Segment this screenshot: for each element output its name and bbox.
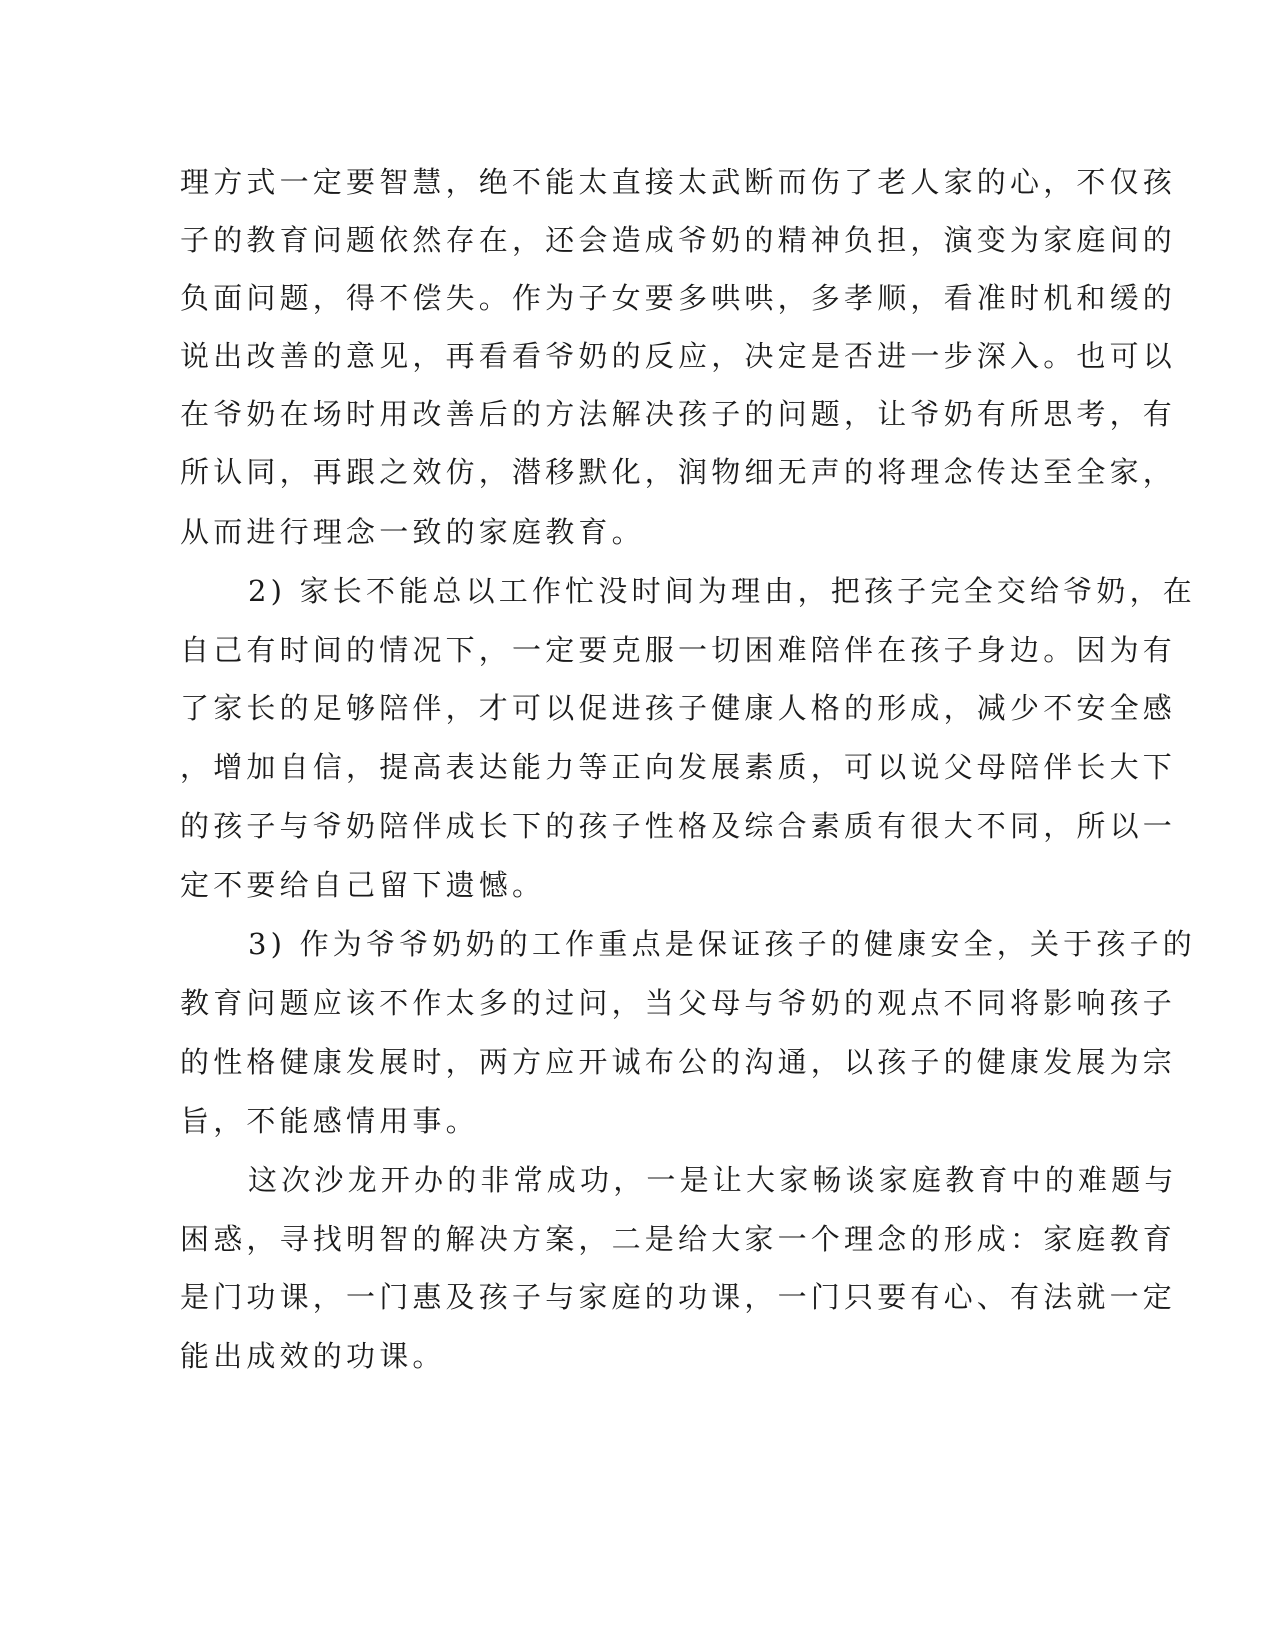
text-line: 的孩子与爷奶陪伴成长下的孩子性格及综合素质有很大不同，所以一 [180, 809, 1177, 843]
text-line: 的性格健康发展时，两方应开诚布公的沟通，以孩子的健康发展为宗 [180, 1045, 1177, 1079]
text-line: ，增加自信，提高表达能力等正向发展素质，可以说父母陪伴长大下 [180, 750, 1177, 784]
text-line: 2) 家长不能总以工作忙没时间为理由，把孩子完全交给爷奶，在 [248, 574, 1196, 608]
text-line: 定不要给自己留下遗憾。 [180, 868, 546, 902]
text-line: 旨，不能感情用事。 [180, 1104, 479, 1138]
text-line: 能出成效的功课。 [180, 1339, 446, 1373]
text-line: 从而进行理念一致的家庭教育。 [180, 515, 645, 549]
text-line: 自己有时间的情况下，一定要克服一切困难陪伴在孩子身边。因为有 [180, 633, 1177, 667]
text-line: 子的教育问题依然存在，还会造成爷奶的精神负担，演变为家庭间的 [180, 223, 1177, 257]
text-line: 3) 作为爷爷奶奶的工作重点是保证孩子的健康安全，关于孩子的 [248, 927, 1196, 961]
text-line: 困惑，寻找明智的解决方案，二是给大家一个理念的形成：家庭教育 [180, 1222, 1177, 1256]
text-line: 教育问题应该不作太多的过问，当父母与爷奶的观点不同将影响孩子 [180, 986, 1177, 1020]
text-line: 这次沙龙开办的非常成功，一是让大家畅谈家庭教育中的难题与 [248, 1163, 1178, 1197]
text-line: 是门功课，一门惠及孩子与家庭的功课，一门只要有心、有法就一定 [180, 1280, 1177, 1314]
text-line: 说出改善的意见，再看看爷奶的反应，决定是否进一步深入。也可以 [180, 339, 1177, 373]
text-line: 理方式一定要智慧，绝不能太直接太武断而伤了老人家的心，不仅孩 [180, 165, 1177, 199]
text-line: 所认同，再跟之效仿，潜移默化，润物细无声的将理念传达至全家， [180, 455, 1177, 489]
text-line: 负面问题，得不偿失。作为子女要多哄哄，多孝顺，看准时机和缓的 [180, 281, 1177, 315]
text-line: 在爷奶在场时用改善后的方法解决孩子的问题，让爷奶有所思考，有 [180, 397, 1177, 431]
text-line: 了家长的足够陪伴，才可以促进孩子健康人格的形成，减少不安全感 [180, 691, 1177, 725]
